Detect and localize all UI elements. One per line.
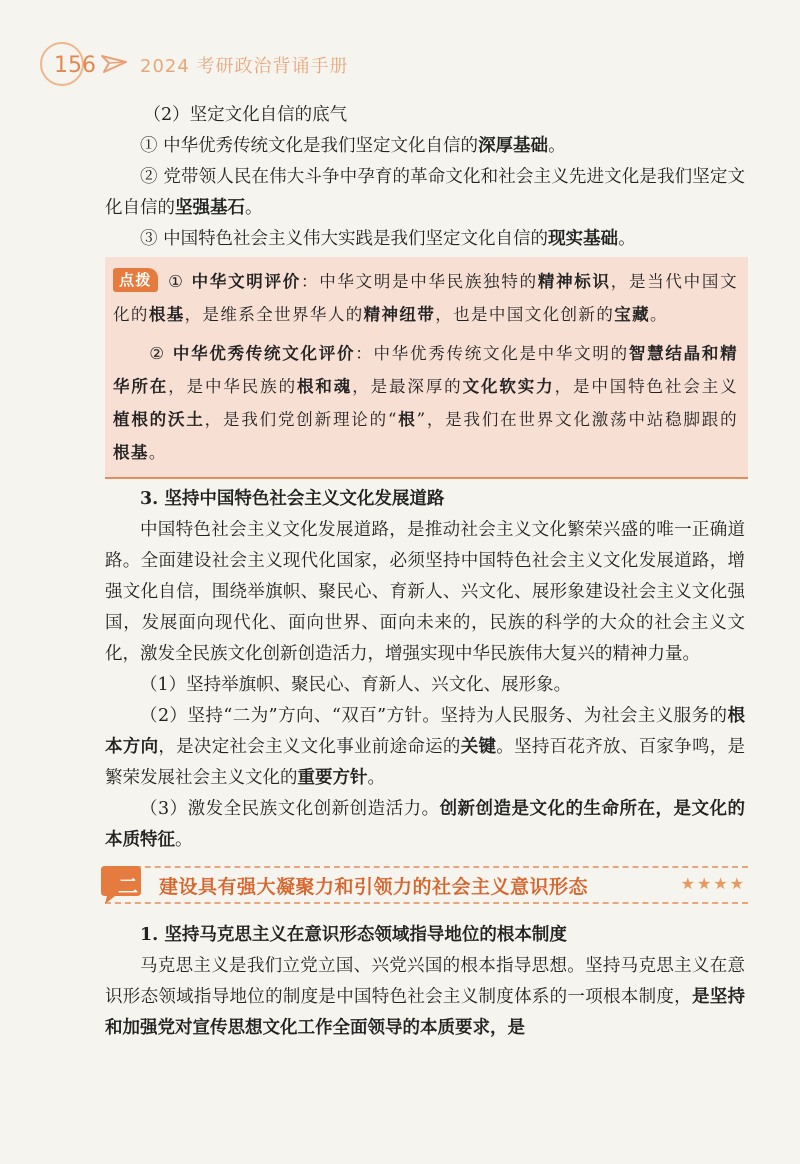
tip-box <box>105 257 748 479</box>
part1 <box>105 100 745 255</box>
subheading: （2）坚定文化自信的底气 <box>143 105 348 125</box>
paper-plane-icon <box>100 52 128 76</box>
section-number: 二 <box>118 874 138 898</box>
tip-paragraph-1: 点拨 ① 中华文明评价：中华文明是中华民族独特的精神标识，是当代中国文化的根基，是维系全世界华人的精神纽带，也是中国文化创新的宝藏。 <box>113 265 738 331</box>
list-item: ① 中华优秀传统文化是我们坚定文化自信的深厚基础。 <box>140 136 566 156</box>
tip-label: 点拨 <box>113 268 158 292</box>
subheading: 1. 坚持马克思主义在意识形态领域指导地位的根本制度 <box>140 925 567 945</box>
list-item: （2）坚持“二为”方向、“双百”方针。坚持为人民服务、为社会主义服务的根本方向，是决定社会主义文化事业前途命运的关键。坚持百花齐放、百家争鸣，是繁荣发展社会主义文化的重要方针。 <box>105 706 746 788</box>
list-item: （3）激发全民族文化创新创造活力。创新创造是文化的生命所在，是文化的本质特征。 <box>105 799 745 850</box>
list-item: （1）坚持举旗帜、聚民心、育新人、兴文化、展形象。 <box>140 675 572 695</box>
section-title: 建设具有强大凝聚力和引领力的社会主义意识形态 <box>159 876 589 898</box>
page-number: 156 <box>54 53 96 78</box>
tip-paragraph-2: ② 中华优秀传统文化评价：中华优秀传统文化是中华文明的智慧结晶和精华所在，是中华民族的根和魂，是最深厚的文化软实力，是中国特色社会主义植根的沃土，是我们党创新理论的“根”，是我们在世界文化激荡中站稳脚跟的根基。 <box>113 344 739 462</box>
page-header <box>40 38 760 88</box>
subheading: 3. 坚持中国特色社会主义文化发展道路 <box>140 489 445 509</box>
list-item: ② 党带领人民在伟大斗争中孕育的革命文化和社会主义先进文化是我们坚定文化自信的坚强基石。 <box>105 167 745 218</box>
paragraph: 中国特色社会主义文化发展道路，是推动社会主义文化繁荣兴盛的唯一正确道路。全面建设社会主义现代化国家，必须坚持中国特色社会主义文化发展道路，增强文化自信，围绕举旗帜、聚民心、育新人、兴文化、展形象建设社会主义文化强国，发展面向现代化、面向世界、面向未来的，民族的科学的大众的社会主义文化，激发全民族文化创新创造活力，增强实现中华民族伟大复兴的精神力量。 <box>105 520 745 664</box>
book-title: 2024 考研政治背诵手册 <box>140 56 349 77</box>
section-heading-bar <box>105 866 748 904</box>
list-item: ③ 中国特色社会主义伟大实践是我们坚定文化自信的现实基础。 <box>140 229 636 249</box>
star-rating: ★★★★ <box>680 874 746 893</box>
paragraph: 马克思主义是我们立党立国、兴党兴国的根本指导思想。坚持马克思主义在意识形态领域指导地位的制度是中国特色社会主义制度体系的一项根本制度，是坚持和加强党对宣传思想文化工作全面领导的本质要求，是 <box>105 956 746 1038</box>
part3 <box>105 484 745 856</box>
page-number-badge <box>40 42 96 86</box>
part4 <box>105 920 745 1044</box>
